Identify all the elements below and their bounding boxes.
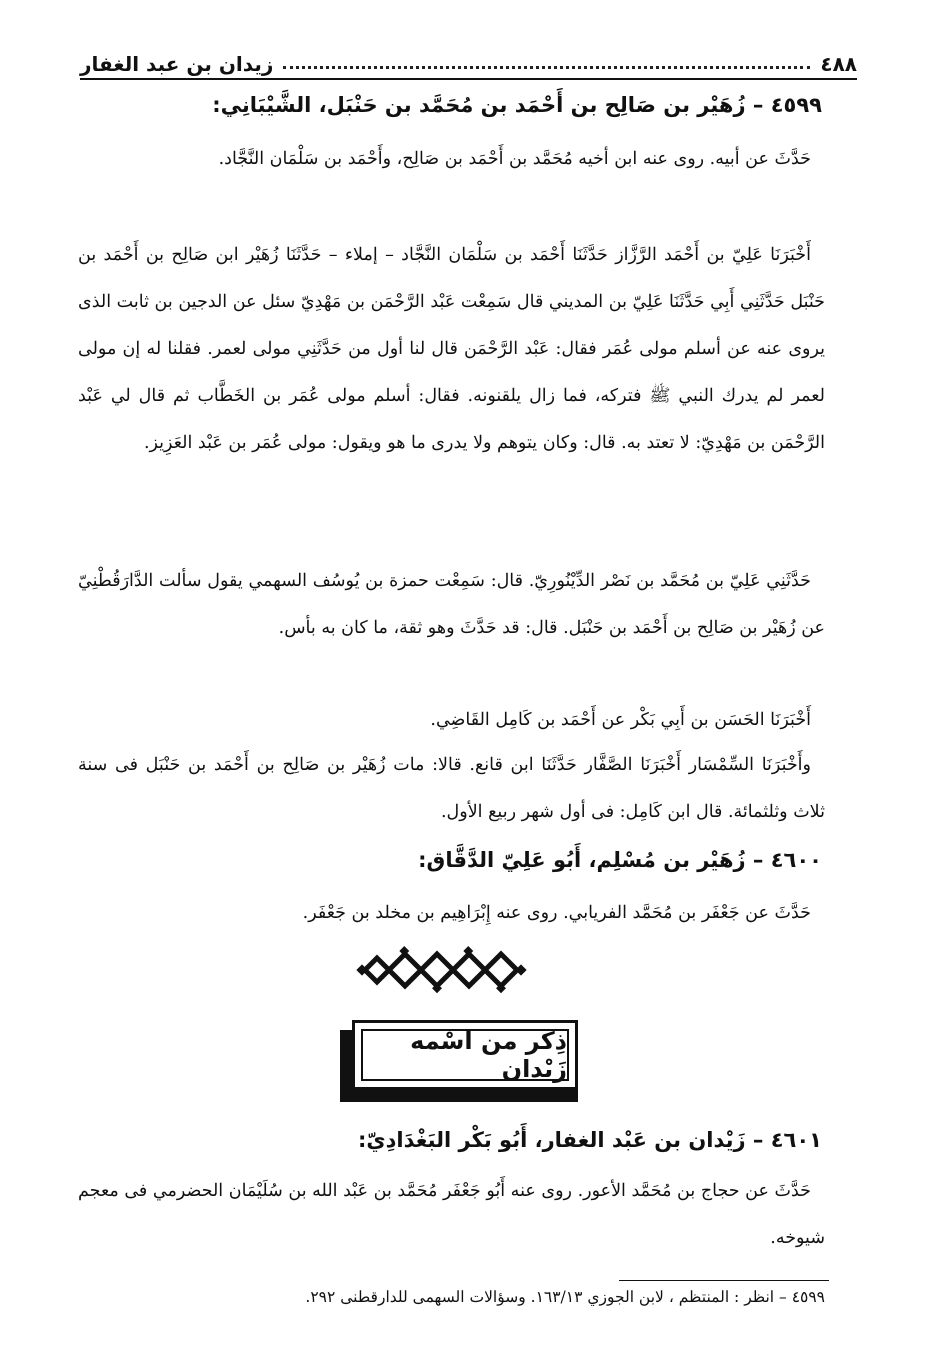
page-number: ٤٨٨: [820, 52, 857, 76]
section-heading-frame: [340, 1020, 590, 1102]
footnote-rule: [619, 1280, 829, 1281]
frame-outer: [352, 1020, 578, 1090]
paragraph-text: حَدَّثَ عن حجاج بن مُحَمَّد الأعور. روى عنه أَبُو جَعْفَر مُحَمَّد بن عَبْد الله بن سُلَيْمَان الحضرمي فى معجم شيوخه.: [78, 1181, 825, 1248]
section-heading: ذِكر من اسْمه زَيْدان: [361, 1029, 569, 1081]
paragraph-text: حَدَّثَ عن جَعْفَر بن مُحَمَّد الفريابي. روى عنه إِبْرَاهِيم بن مخلد بن جَعْفَر.: [302, 903, 811, 923]
entry-paragraph: [78, 1168, 825, 1262]
entry-paragraph: [78, 890, 825, 937]
entry-title: ٤٦٠٠ – زُهَيْر بن مُسْلِم، أَبُو عَلِيّ الدَّقَّاق:: [418, 848, 822, 872]
paragraph-text: حَدَّثَ عن أبيه. روى عنه ابن أخيه مُحَمَّد بن أَحْمَد بن صَالِح، وأَحْمَد بن سَلْمَان النَّجَّاد.: [218, 149, 811, 169]
entry-title: ٤٦٠١ – زَيْدان بن عَبْد الغفار، أَبُو بَكْر البَغْدَادِيّ:: [357, 1128, 822, 1152]
entry-paragraph: [78, 136, 825, 183]
decorative-ornament: [355, 945, 535, 995]
entry-title: ٤٥٩٩ – زُهَيْر بن صَالِح بن أَحْمَد بن مُحَمَّد بن حَنْبَل، الشَّيْبَانِي:: [212, 93, 822, 117]
entry-paragraph: [78, 232, 825, 467]
paragraph-text: وأَخْبَرَنَا السِّمْسَار أَخْبَرَنَا الصَّفَّار حَدَّثَنَا ابن قانع. قالا: مات زُهَيْر بن صَالِح بن أَحْمَد بن حَنْبَل فى سنة ثلاث وثلثمائة. قال ابن كَامِل: فى أول شهر ربيع الأول.: [78, 755, 825, 822]
footnote: ٤٥٩٩ – انظر : المنتظم ، لابن الجوزي ١٦٣/١٣. وسؤالات السهمى للدارقطنى ٢٩٢.: [305, 1288, 825, 1306]
header-rule: [80, 78, 857, 80]
entry-paragraph: [78, 558, 825, 652]
entry-paragraph: [78, 697, 825, 744]
paragraph-text: حَدَّثَنِي عَلِيّ بن مُحَمَّد بن نَصْر الدِّيْنُورِيّ. قال: سَمِعْت حمزة بن يُوسُف السهمي يقول سألت الدَّارَقُطْنِيّ عن زُهَيْر بن صَالِح بن أَحْمَد بن حَنْبَل. قال: قد حَدَّثَ وهو ثقة، ما كان به بأس.: [78, 571, 825, 638]
paragraph-text: أَخْبَرَنَا عَلِيّ بن أَحْمَد الرَّزَّاز حَدَّثَنَا أَحْمَد بن سَلْمَان النَّجَّاد – إملاء – حَدَّثَنَا زُهَيْر ابن صَالِح بن أَحْمَد بن حَنْبَل حَدَّثَنِي أَبِي حَدَّثَنَا عَلِيّ بن المديني قال سَمِعْت عَبْد الرَّحْمَن بن مَهْدِيّ سئل عن الدجين بن ثابت الذى يروى عنه عن أسلم مولى عُمَر فقال: عَبْد الرَّحْمَن قال لنا أول من حَدَّثَنِي مولى لعمر. فقلنا له إن مولى لعمر لم يدرك النبي ﷺ فتركه، فما زال يلقنونه. فقال: أسلم مولى عُمَر بن الخَطَّاب ثم قال لي عَبْد الرَّحْمَن بن مَهْدِيّ: لا تعتد به. قال: وكان يتوهم ولا يدرى ما هو ويقول: مولى عُمَر بن عَبْد العَزِيز.: [78, 245, 825, 453]
running-head: زيدان بن عبد الغفار: [80, 52, 274, 76]
page-header: [80, 40, 857, 76]
paragraph-text: أَخْبَرَنَا الحَسَن بن أَبِي بَكْر عن أَحْمَد بن كَامِل القَاضِي.: [430, 710, 811, 730]
entry-paragraph: [78, 742, 825, 836]
header-dotted-leader: [283, 66, 810, 69]
